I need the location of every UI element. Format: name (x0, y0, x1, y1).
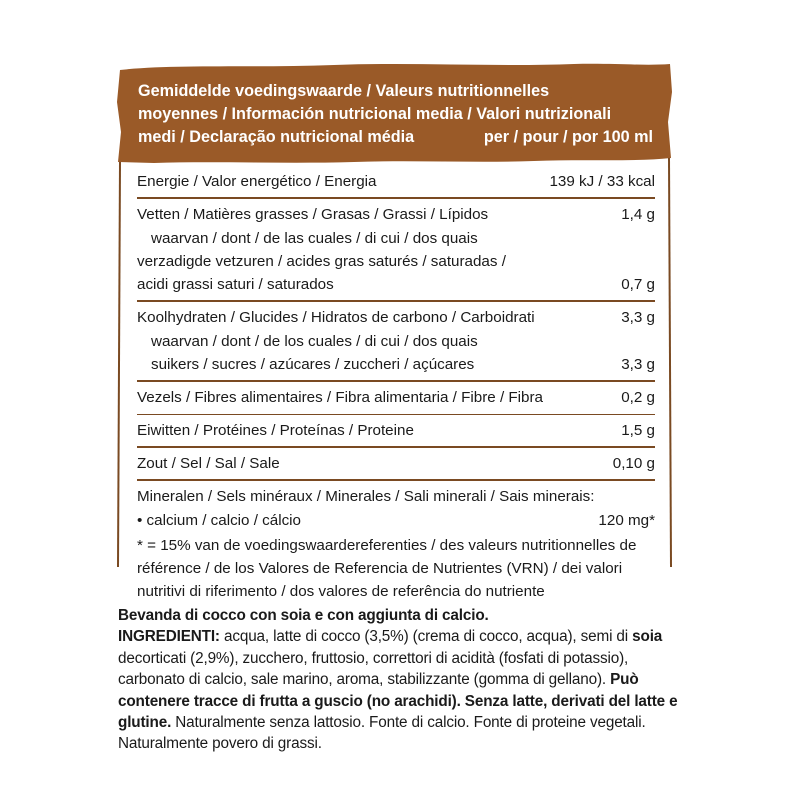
header-line-1: Gemiddelde voedingswaarde / Valeurs nutritionnelles (138, 82, 550, 100)
fat-sub3-label: acidi grassi saturi / saturados (137, 276, 334, 294)
product-title: Bevanda di cocco con soia e con aggiunta di calcio. (118, 607, 489, 624)
frame-left (118, 162, 120, 567)
salt-value: 0,10 g (612, 454, 655, 472)
separator (137, 446, 655, 448)
carbs-label: Koolhydraten / Glucides / Hidratos de carbono / Carboidrati (137, 309, 535, 327)
separator (137, 414, 655, 416)
row-carbs-sub2 (137, 353, 655, 376)
nutrition-panel (114, 62, 674, 601)
saturated-value: 0,7 g (621, 276, 655, 294)
protein-value: 1,5 g (621, 422, 655, 440)
sugars-value: 3,3 g (621, 356, 655, 374)
calcium-label: • calcium / calcio / cálcio (137, 511, 301, 529)
fat-value: 1,4 g (621, 206, 655, 224)
minerals-label: Mineralen / Sels minéraux / Minerales / Sali minerali / Sais minerais: (137, 488, 595, 506)
nutrition-table (137, 170, 655, 604)
fat-sub1-label: waarvan / dont / de las cuales / di cui / dos quais (151, 229, 478, 247)
fibre-label: Vezels / Fibres alimentaires / Fibra alimentaria / Fibre / Fibra (137, 389, 543, 407)
carbs-sub1-label: waarvan / dont / de los cuales / di cui / dos quais (151, 332, 478, 350)
row-fat-sub2 (137, 250, 655, 273)
energy-label: Energie / Valor energético / Energia (137, 173, 377, 190)
table-header (138, 80, 653, 149)
row-fat (137, 203, 655, 226)
row-energy (137, 170, 655, 193)
row-protein (137, 419, 655, 442)
separator (137, 380, 655, 382)
calcium-value: 120 mg* (598, 511, 655, 529)
frame-right (669, 158, 671, 567)
footnote (137, 534, 655, 604)
product-claims: Naturalmente senza lattosio. Fonte di calcio. Fonte di proteine vegetali. Naturalmente povero di grassi. (118, 714, 646, 753)
row-calcium (137, 509, 655, 532)
energy-value: 139 kJ / 33 kcal (549, 173, 655, 190)
ingredients-text-2: decorticati (2,9%), zucchero, fruttosio, correttori di acidità (fosfati di potassio), carbonato di calcio, sale marino, aroma, stabilizzante (gomma di gellano). (118, 649, 629, 689)
salt-label: Zout / Sel / Sal / Sale (137, 454, 280, 472)
fat-label: Vetten / Matières grasses / Grasas / Grassi / Lípidos (137, 206, 489, 224)
separator (137, 300, 655, 302)
fat-sub2-label: verzadigde vetzuren / acides gras saturés / saturadas / (137, 252, 506, 270)
ingredients-text-1: acqua, latte di cocco (3,5%) (crema di cocco, acqua), semi di (219, 628, 633, 646)
footnote-text: * = 15% van de voedingswaardereferenties / des valeurs nutritionnelles de référence / de los Valores de Referencia de Nutrientes (VRN) / dei valori nutritivi di riferimento / dos valores de referência do nutriente (137, 536, 637, 601)
allergen-warning: Può contenere tracce di frutta a guscio (no arachidi). Senza latte, derivati del latte e glutine. (118, 671, 678, 732)
separator (137, 197, 655, 199)
carbs-value: 3,3 g (621, 309, 655, 327)
row-carbs (137, 306, 655, 329)
header-line-3: medi / Declaração nutricional média (138, 128, 415, 146)
product-description (118, 605, 678, 755)
row-carbs-sub1 (137, 330, 655, 353)
row-salt (137, 452, 655, 475)
row-fat-sub1 (137, 227, 655, 250)
header-line-2: moyennes / Información nutricional media / Valori nutrizionali (138, 105, 612, 123)
row-fat-sub3 (137, 273, 655, 296)
ingredients-paragraph (118, 626, 678, 754)
carbs-sub2-label: suikers / sucres / azúcares / zuccheri / açúcares (151, 356, 475, 374)
allergen-soia: soia (632, 628, 663, 646)
ingredients-label: INGREDIENTI: (118, 628, 220, 646)
separator (137, 479, 655, 481)
header-per-100ml: per / pour / por 100 ml (483, 128, 653, 146)
row-fibre (137, 386, 655, 409)
fibre-value: 0,2 g (621, 389, 655, 407)
protein-label: Eiwitten / Protéines / Proteínas / Proteine (137, 422, 414, 440)
row-minerals (137, 485, 655, 508)
